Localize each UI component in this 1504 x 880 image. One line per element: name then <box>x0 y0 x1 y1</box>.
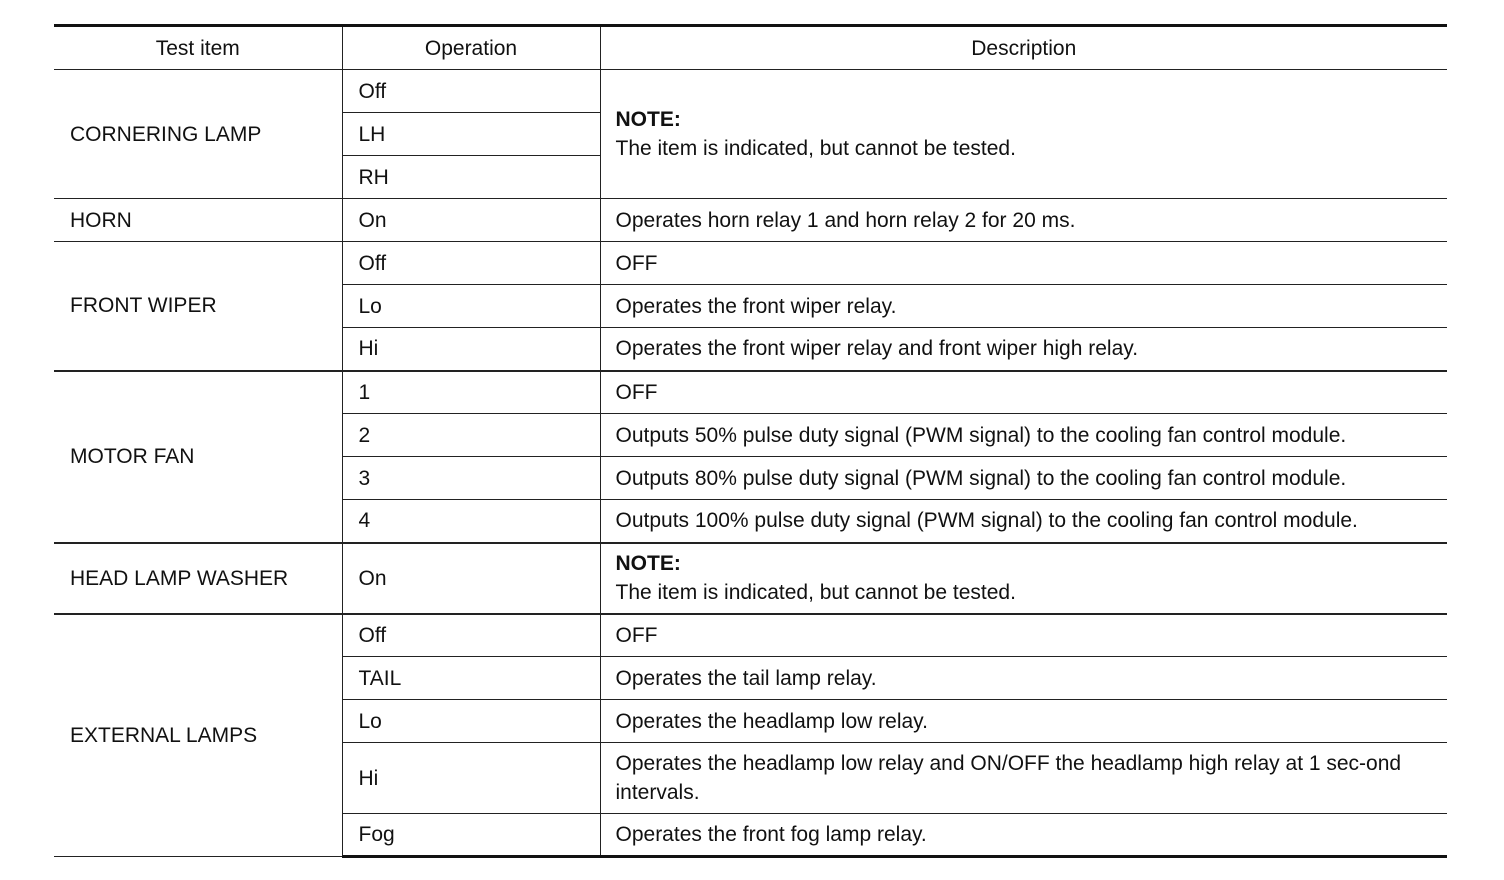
description-cell: Operates horn relay 1 and horn relay 2 for 20 ms. <box>600 199 1447 242</box>
description-cell: OFF <box>600 371 1447 414</box>
description-cell: Outputs 80% pulse duty signal (PWM signal) to the cooling fan control module. <box>600 457 1447 500</box>
description-cell: OFF <box>600 242 1447 285</box>
header-test-item: Test item <box>54 26 342 70</box>
description-cell: Operates the tail lamp relay. <box>600 657 1447 700</box>
operation-cell: LH <box>342 113 600 156</box>
table-row <box>54 70 1447 113</box>
table-row <box>54 614 1447 657</box>
test-item-horn: HORN <box>54 199 342 242</box>
operation-cell: Hi <box>342 328 600 371</box>
operation-cell: 2 <box>342 414 600 457</box>
operation-cell: On <box>342 199 600 242</box>
active-test-table <box>54 24 1447 858</box>
note-label: NOTE: <box>615 108 681 131</box>
header-description: Description <box>600 26 1447 70</box>
test-item-head-lamp-washer: HEAD LAMP WASHER <box>54 543 342 614</box>
operation-cell: Hi <box>342 743 600 814</box>
description-cell: OFF <box>600 614 1447 657</box>
operation-cell: Lo <box>342 700 600 743</box>
operation-cell: Fog <box>342 814 600 857</box>
operation-cell: Off <box>342 70 600 113</box>
test-item-motor-fan: MOTOR FAN <box>54 371 342 543</box>
description-cell: Operates the headlamp low relay. <box>600 700 1447 743</box>
operation-cell: Off <box>342 242 600 285</box>
table-row <box>54 371 1447 414</box>
note-text: The item is indicated, but cannot be tested. <box>615 137 1016 160</box>
description-cell <box>600 543 1447 614</box>
header-row <box>54 26 1447 70</box>
description-cell: Operates the headlamp low relay and ON/OFF the headlamp high relay at 1 sec-ond intervals. <box>600 743 1447 814</box>
operation-cell: 3 <box>342 457 600 500</box>
operation-cell: 4 <box>342 500 600 543</box>
description-cell: Operates the front wiper relay and front wiper high relay. <box>600 328 1447 371</box>
header-operation: Operation <box>342 26 600 70</box>
description-cell: Operates the front fog lamp relay. <box>600 814 1447 857</box>
description-cell <box>600 70 1447 199</box>
test-item-cornering-lamp: CORNERING LAMP <box>54 70 342 199</box>
note-text: The item is indicated, but cannot be tested. <box>615 581 1016 604</box>
table-row <box>54 242 1447 285</box>
description-cell: Outputs 50% pulse duty signal (PWM signal) to the cooling fan control module. <box>600 414 1447 457</box>
table-row <box>54 199 1447 242</box>
operation-cell: TAIL <box>342 657 600 700</box>
operation-cell: 1 <box>342 371 600 414</box>
operation-cell: Lo <box>342 285 600 328</box>
test-item-front-wiper: FRONT WIPER <box>54 242 342 371</box>
operation-cell: Off <box>342 614 600 657</box>
operation-cell: RH <box>342 156 600 199</box>
operation-cell: On <box>342 543 600 614</box>
note-label: NOTE: <box>615 552 681 575</box>
description-cell: Operates the front wiper relay. <box>600 285 1447 328</box>
table-row <box>54 543 1447 614</box>
test-item-external-lamps: EXTERNAL LAMPS <box>54 614 342 857</box>
description-cell: Outputs 100% pulse duty signal (PWM signal) to the cooling fan control module. <box>600 500 1447 543</box>
